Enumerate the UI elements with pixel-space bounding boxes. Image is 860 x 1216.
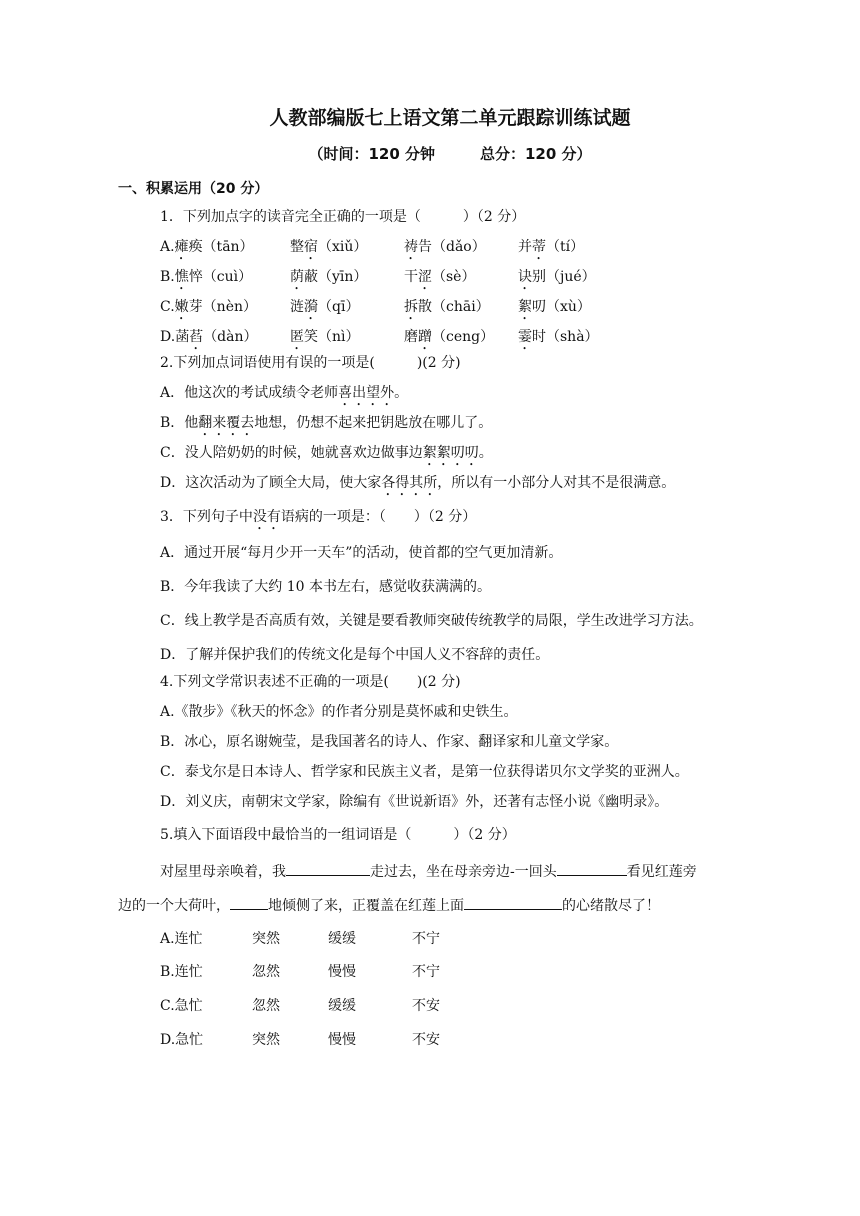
q5-option-1-word-4: 不宁 bbox=[412, 931, 440, 947]
question-2-option-d: D．这次活动为了顾全大局，使大家各得其所，所以有一小部分人对其不是很满意。 bbox=[160, 475, 676, 491]
q5-option-4-word-3: 慢慢 bbox=[328, 1032, 356, 1048]
question-4-option-b: B．冰心，原名谢婉莹，是我国著名的诗人、作家、翻译家和儿童文学家。 bbox=[160, 734, 619, 750]
emphasized-phrase: 絮絮叨叨 bbox=[422, 445, 479, 461]
question-4-option-a: A.《散步》《秋天的怀念》的作者分别是莫怀戚和史铁生。 bbox=[160, 704, 518, 720]
q5-option-4-word-1: D.急忙 bbox=[160, 1032, 204, 1048]
q1-option-a-word-3: 祷告（dǎo） bbox=[404, 239, 486, 255]
q1-option-d-word-3: 磨蹭（ceng） bbox=[404, 329, 495, 345]
question-3-option-a: A．通过开展“每月少开一天车”的活动，使首都的空气更加清新。 bbox=[160, 545, 563, 561]
q5-option-3-word-2: 忽然 bbox=[252, 998, 280, 1014]
question-4-option-d: D．刘义庆，南朝宋文学家，除编有《世说新语》外，还著有志怪小说《幽明录》。 bbox=[160, 794, 669, 810]
q1-option-d-word-4: 霎时（shà） bbox=[518, 329, 599, 345]
emphasized-phrase: 各得其所 bbox=[381, 475, 438, 491]
question-2-option-a: A．他这次的考试成绩令老师喜出望外。 bbox=[160, 385, 409, 401]
q5-option-4-word-4: 不安 bbox=[412, 1032, 440, 1048]
q1-option-b-word-2: 荫蔽（yīn） bbox=[290, 269, 368, 285]
question-3-option-c: C．线上教学是否高质有效，关键是要看教师突破传统教学的局限，学生改进学习方法。 bbox=[160, 613, 703, 629]
passage-line-2: 边的一个大荷叶， 地倾侧了来，正覆盖在红莲上面 的心绪散尽了！ bbox=[118, 895, 660, 915]
q5-option-3-word-3: 缓缓 bbox=[328, 998, 356, 1014]
question-4-stem: 4.下列文学常识表述不正确的一项是( )(2 分) bbox=[160, 674, 461, 690]
q5-option-3-word-1: C.急忙 bbox=[160, 998, 203, 1014]
q5-option-1-word-3: 缓缓 bbox=[328, 931, 356, 947]
q1-option-d-word-2: 匿笑（nì） bbox=[290, 329, 360, 345]
q5-option-1-word-1: A.连忙 bbox=[160, 931, 203, 947]
q1-option-c-word-3: 拆散（chāi） bbox=[404, 299, 490, 315]
q1-option-c-word-4: 絮叨（xù） bbox=[518, 299, 591, 315]
question-3-option-b: B．今年我读了大约 10 本书左右，感觉收获满满的。 bbox=[160, 579, 492, 595]
question-3-stem: 3．下列句子中没有语病的一项是：（ ）（2 分） bbox=[160, 509, 477, 525]
q1-option-b-word-4: 诀别（jué） bbox=[518, 269, 596, 285]
q1-option-a-word-1: A.瘫痪（tān） bbox=[160, 239, 254, 255]
q5-option-2-word-3: 慢慢 bbox=[328, 964, 356, 980]
q1-option-c-word-2: 涟漪（qī） bbox=[290, 299, 360, 315]
page-title: 人教部编版七上语文第二单元跟踪训练试题 bbox=[269, 107, 631, 129]
fill-blank-1 bbox=[286, 861, 370, 876]
q5-option-2-word-1: B.连忙 bbox=[160, 964, 203, 980]
exam-info: （时间：120 分钟 总分：120 分） bbox=[308, 145, 592, 163]
question-2-option-c: C．没人陪奶奶的时候，她就喜欢边做事边絮絮叨叨。 bbox=[160, 445, 493, 461]
q1-option-d-word-1: D.菡萏（dàn） bbox=[160, 329, 258, 345]
q1-option-a-word-2: 整宿（xiǔ） bbox=[290, 239, 368, 255]
fill-blank-2 bbox=[557, 861, 627, 876]
question-2-stem: 2.下列加点词语使用有误的一项是( )(2 分) bbox=[160, 355, 461, 371]
emphasized-word: 没有 bbox=[252, 509, 281, 525]
question-3-option-d: D．了解并保护我们的传统文化是每个中国人义不容辞的责任。 bbox=[160, 647, 550, 663]
question-5-stem: 5.填入下面语段中最恰当的一组词语是（ ）（2 分） bbox=[160, 827, 516, 843]
q5-option-2-word-2: 忽然 bbox=[252, 964, 280, 980]
q5-option-2-word-4: 不宁 bbox=[412, 964, 440, 980]
q5-option-3-word-4: 不安 bbox=[412, 998, 440, 1014]
emphasized-phrase: 喜出望外 bbox=[338, 385, 395, 401]
question-4-option-c: C．泰戈尔是日本诗人、哲学家和民族主义者，是第一位获得诺贝尔文学奖的亚洲人。 bbox=[160, 764, 689, 780]
section-heading: 一、积累运用（20 分） bbox=[118, 181, 269, 197]
question-1-stem: 1．下列加点字的读音完全正确的一项是（ ）（2 分） bbox=[160, 209, 526, 225]
q5-option-4-word-2: 突然 bbox=[252, 1032, 280, 1048]
fill-blank-3 bbox=[230, 895, 268, 910]
q5-option-1-word-2: 突然 bbox=[252, 931, 280, 947]
q1-option-a-word-4: 并蒂（tí） bbox=[518, 239, 585, 255]
fill-blank-4 bbox=[464, 895, 562, 910]
q1-option-b-word-1: B.憔悴（cuì） bbox=[160, 269, 253, 285]
question-2-option-b: B．他翻来覆去地想，仍想不起来把钥匙放在哪儿了。 bbox=[160, 415, 493, 431]
q1-option-c-word-1: C.嫩芽（nèn） bbox=[160, 299, 257, 315]
passage-line-1: 对屋里母亲唤着，我 走过去，坐在母亲旁边-一回头 看见红莲旁 bbox=[160, 861, 697, 881]
q1-option-b-word-3: 干涩（sè） bbox=[404, 269, 476, 285]
emphasized-phrase: 翻来覆去 bbox=[198, 415, 255, 431]
